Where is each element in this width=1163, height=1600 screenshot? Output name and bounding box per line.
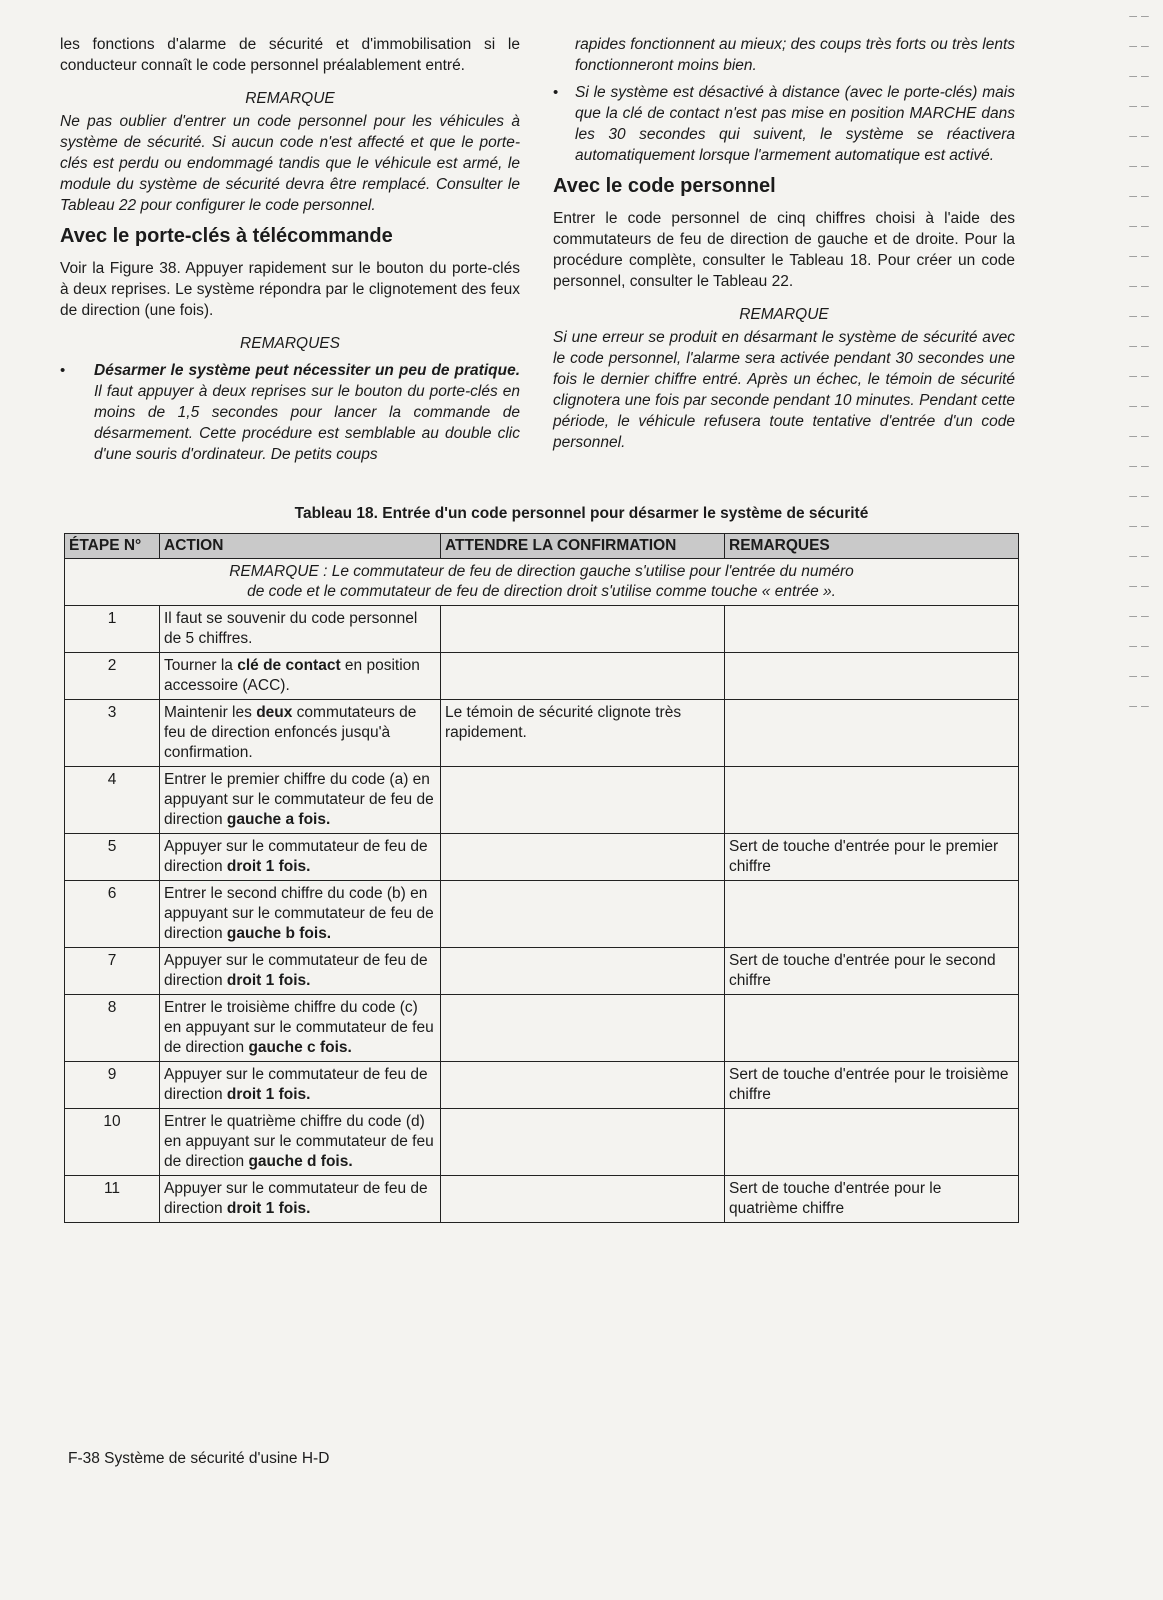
- column-header: REMARQUES: [725, 534, 1019, 559]
- table-row: [65, 700, 1019, 767]
- note-body: Ne pas oublier d'entrer un code personnel pour les véhicules à système de sécurité. Si aucun code n'est affecté et que le porte-clés est perdu ou endommagé tandis que le véhicule est armé, le module du système de sécurité devra être remplacé. Consulter le Tableau 22 pour configurer le code personnel.: [60, 113, 520, 214]
- step-number: 3: [65, 700, 160, 767]
- table-row: [65, 653, 1019, 700]
- table-note-row: [65, 559, 1019, 606]
- steps-table: [64, 533, 1019, 1223]
- step-confirmation: [441, 653, 725, 700]
- bullet-icon: •: [60, 362, 66, 379]
- step-number: 11: [65, 1176, 160, 1223]
- note-title: REMARQUE: [245, 90, 335, 107]
- step-confirmation: Le témoin de sécurité clignote très rapidement.: [441, 700, 725, 767]
- table-row: [65, 1109, 1019, 1176]
- step-confirmation: [441, 606, 725, 653]
- section-heading-remote: Avec le porte-clés à télécommande: [60, 225, 393, 247]
- step-remark: [725, 606, 1019, 653]
- table-row: [65, 606, 1019, 653]
- left-column: [60, 34, 520, 471]
- step-action: Entrer le second chiffre du code (b) en appuyant sur le commutateur de feu de direction gauche b fois.: [160, 881, 441, 948]
- step-remark: [725, 767, 1019, 834]
- step-remark: Sert de touche d'entrée pour le troisième chiffre: [725, 1062, 1019, 1109]
- step-remark: Sert de touche d'entrée pour le premier chiffre: [725, 834, 1019, 881]
- column-header: ÉTAPE N°: [65, 534, 160, 559]
- step-action: Appuyer sur le commutateur de feu de direction droit 1 fois.: [160, 1176, 441, 1223]
- bullet-text: Il faut appuyer à deux reprises sur le bouton du porte-clés en moins de 1,5 secondes pour lancer la commande de désarmement. Cette procédure est semblable au double clic d'une souris d'ordinateur. De petits coups: [94, 383, 520, 463]
- step-remark: [725, 653, 1019, 700]
- step-confirmation: [441, 948, 725, 995]
- right-column: [553, 34, 1015, 459]
- table-note: REMARQUE : Le commutateur de feu de direction gauche s'utilise pour l'entrée du numéro de code et le commutateur de feu de direction droit s'utilise comme touche « entrée ».: [65, 559, 1019, 606]
- step-remark: Sert de touche d'entrée pour le quatrième chiffre: [725, 1176, 1019, 1223]
- step-number: 10: [65, 1109, 160, 1176]
- step-action: Entrer le quatrième chiffre du code (d) en appuyant sur le commutateur de feu de direction gauche d fois.: [160, 1109, 441, 1176]
- step-action: Appuyer sur le commutateur de feu de direction droit 1 fois.: [160, 1062, 441, 1109]
- step-confirmation: [441, 995, 725, 1062]
- bullet-icon: •: [553, 84, 559, 101]
- step-confirmation: [441, 881, 725, 948]
- step-remark: [725, 700, 1019, 767]
- margin-marks: – – – – – – – – – – – – – – – – – – – – – – – – – – – – – – – – – – – – – – – – – – – – – – – –: [1129, 7, 1149, 713]
- table-row: [65, 1062, 1019, 1109]
- step-remark: [725, 995, 1019, 1062]
- step-remark: [725, 881, 1019, 948]
- step-number: 7: [65, 948, 160, 995]
- column-header: ATTENDRE LA CONFIRMATION: [441, 534, 725, 559]
- table-title: Tableau 18. Entrée d'un code personnel pour désarmer le système de sécurité: [294, 505, 869, 522]
- step-action: Tourner la clé de contact en position accessoire (ACC).: [160, 653, 441, 700]
- section-heading-code: Avec le code personnel: [553, 175, 776, 197]
- step-number: 4: [65, 767, 160, 834]
- left-intro: les fonctions d'alarme de sécurité et d'immobilisation si le conducteur connaît le code personnel préalablement entré.: [60, 36, 520, 74]
- table-row: [65, 995, 1019, 1062]
- remote-paragraph: Voir la Figure 38. Appuyer rapidement sur le bouton du porte-clés à deux reprises. Le système répondra par le clignotement des feux de direction (une fois).: [60, 260, 520, 319]
- step-remark: Sert de touche d'entrée pour le second chiffre: [725, 948, 1019, 995]
- bullet-text: Si le système est désactivé à distance (avec le porte-clés) mais que la clé de contact n'est pas mise en position MARCHE dans les 30 secondes qui suivent, le système se réactivera automatiquement lorsque l'armement automatique est activé.: [575, 84, 1015, 164]
- right-continuation: rapides fonctionnent au mieux; des coups très forts ou très lents fonctionneront moins bien.: [575, 36, 1015, 74]
- bullet-lead: Désarmer le système peut nécessiter un peu de pratique.: [94, 362, 520, 379]
- step-number: 5: [65, 834, 160, 881]
- step-number: 6: [65, 881, 160, 948]
- list-item: [60, 360, 520, 465]
- code-paragraph: Entrer le code personnel de cinq chiffres choisi à l'aide des commutateurs de feu de direction de gauche et de droite. Pour la procédure complète, consulter le Tableau 18. Pour créer un code personnel, consulter le Tableau 22.: [553, 210, 1015, 290]
- notes-title: REMARQUES: [240, 335, 340, 352]
- table-row: [65, 948, 1019, 995]
- table-row: [65, 881, 1019, 948]
- list-item: [553, 82, 1015, 166]
- step-remark: [725, 1109, 1019, 1176]
- table-row: [65, 767, 1019, 834]
- step-action: Entrer le troisième chiffre du code (c) en appuyant sur le commutateur de feu de direction gauche c fois.: [160, 995, 441, 1062]
- table-header-row: [65, 534, 1019, 559]
- step-confirmation: [441, 1109, 725, 1176]
- note-title: REMARQUE: [739, 306, 829, 323]
- step-number: 9: [65, 1062, 160, 1109]
- step-confirmation: [441, 767, 725, 834]
- step-action: Appuyer sur le commutateur de feu de direction droit 1 fois.: [160, 834, 441, 881]
- step-number: 1: [65, 606, 160, 653]
- step-action: Maintenir les deux commutateurs de feu de direction enfoncés jusqu'à confirmation.: [160, 700, 441, 767]
- table-row: [65, 834, 1019, 881]
- step-confirmation: [441, 1176, 725, 1223]
- step-number: 2: [65, 653, 160, 700]
- column-header: ACTION: [160, 534, 441, 559]
- table-row: [65, 1176, 1019, 1223]
- step-action: Il faut se souvenir du code personnel de 5 chiffres.: [160, 606, 441, 653]
- step-action: Entrer le premier chiffre du code (a) en appuyant sur le commutateur de feu de direction gauche a fois.: [160, 767, 441, 834]
- note-body: Si une erreur se produit en désarmant le système de sécurité avec le code personnel, l'alarme sera activée pendant 30 secondes une fois le dernier chiffre entré. Après un échec, le témoin de sécurité clignotera une fois par seconde pendant 10 minutes. Pendant cette période, le véhicule refusera toute tentative d'entrée d'un code personnel.: [553, 329, 1015, 451]
- step-action: Appuyer sur le commutateur de feu de direction droit 1 fois.: [160, 948, 441, 995]
- step-confirmation: [441, 834, 725, 881]
- step-confirmation: [441, 1062, 725, 1109]
- page-footer: F-38 Système de sécurité d'usine H-D: [68, 1450, 330, 1467]
- step-number: 8: [65, 995, 160, 1062]
